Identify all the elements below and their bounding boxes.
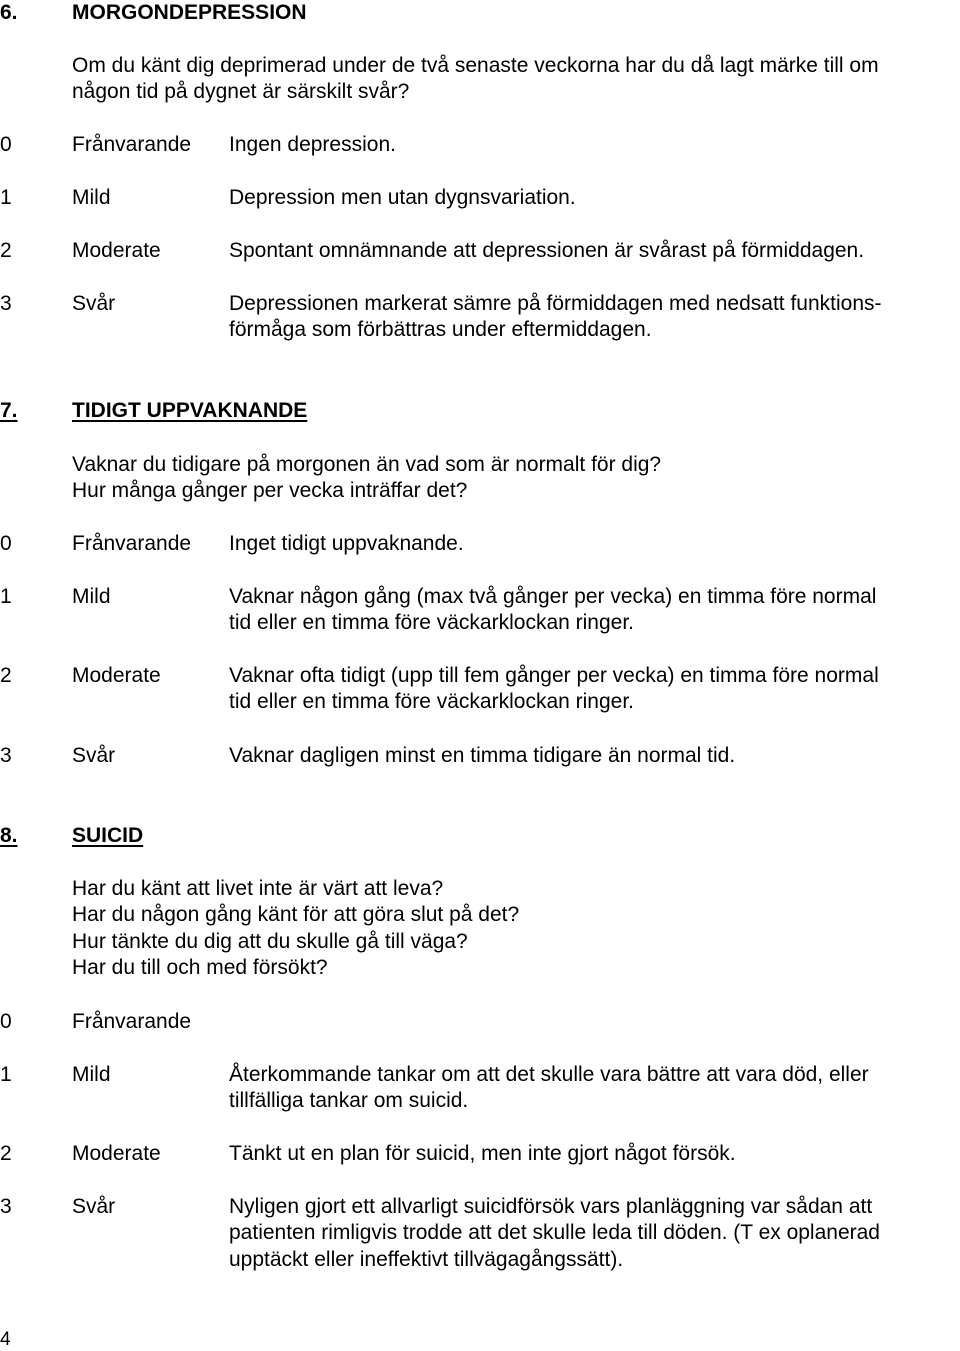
option-score: 3	[0, 744, 12, 767]
option-score: 2	[0, 239, 12, 262]
option-label: Svår	[72, 744, 116, 767]
option-description: Vaknar dagligen minst en timma tidigare än normal tid.	[229, 744, 736, 767]
option-description: Spontant omnämnande att depressionen är svårast på förmiddagen.	[229, 239, 865, 262]
option-description: Ingen depression.	[229, 133, 396, 156]
option-label: Frånvarande	[72, 1010, 192, 1033]
option-description: förmåga som förbättras under eftermiddagen.	[229, 318, 652, 341]
option-score: 3	[0, 1195, 12, 1218]
section-7-question-line: Hur många gånger per vecka inträffar det?	[72, 479, 468, 502]
option-description: Nyligen gjort ett allvarligt suicidförsök vars planläggning var sådan att	[229, 1195, 873, 1218]
option-score: 1	[0, 1063, 12, 1086]
option-score: 0	[0, 133, 12, 156]
section-8-title: SUICID	[72, 824, 144, 847]
section-6-question-line: någon tid på dygnet är särskilt svår?	[72, 80, 410, 103]
section-8-question-line: Hur tänkte du dig att du skulle gå till väga?	[72, 930, 468, 953]
section-7-question-line: Vaknar du tidigare på morgonen än vad som är normalt för dig?	[72, 453, 662, 476]
section-6-question-line: Om du känt dig deprimerad under de två senaste veckorna har du då lagt märke till om	[72, 54, 879, 77]
option-label: Mild	[72, 1063, 111, 1086]
option-description: patienten rimligvis trodde att det skulle leda till döden. (T ex oplanerad	[229, 1221, 880, 1244]
option-label: Moderate	[72, 239, 161, 262]
section-8-question-line: Har du till och med försökt?	[72, 956, 328, 979]
option-description: upptäckt eller ineffektivt tillvägagångssätt).	[229, 1248, 624, 1271]
option-description: Depressionen markerat sämre på förmiddagen med nedsatt funktions-	[229, 292, 882, 315]
option-description: Tänkt ut en plan för suicid, men inte gjort något försök.	[229, 1142, 736, 1165]
option-label: Frånvarande	[72, 133, 192, 156]
option-score: 2	[0, 1142, 12, 1165]
option-score: 0	[0, 1010, 12, 1033]
page-number: 4	[0, 1329, 11, 1350]
option-description: Återkommande tankar om att det skulle vara bättre att vara död, eller	[229, 1063, 869, 1086]
section-8-question-line: Har du känt att livet inte är värt att leva?	[72, 877, 444, 900]
option-description: tid eller en timma före väckarklockan ringer.	[229, 611, 634, 634]
section-6-number: 6.	[0, 1, 18, 24]
option-description: Vaknar ofta tidigt (upp till fem gånger per vecka) en timma före normal	[229, 664, 879, 687]
option-label: Frånvarande	[72, 532, 192, 555]
option-description: Inget tidigt uppvaknande.	[229, 532, 464, 555]
section-8-number: 8.	[0, 824, 18, 847]
option-label: Svår	[72, 292, 116, 315]
section-8-question-line: Har du någon gång känt för att göra slut på det?	[72, 903, 520, 926]
option-label: Mild	[72, 585, 111, 608]
option-score: 2	[0, 664, 12, 687]
option-score: 3	[0, 292, 12, 315]
option-score: 0	[0, 532, 12, 555]
option-description: tid eller en timma före väckarklockan ringer.	[229, 690, 634, 713]
option-label: Moderate	[72, 664, 161, 687]
option-label: Mild	[72, 186, 111, 209]
section-7-number: 7.	[0, 399, 18, 422]
option-label: Svår	[72, 1195, 116, 1218]
option-score: 1	[0, 186, 12, 209]
option-label: Moderate	[72, 1142, 161, 1165]
option-description: Vaknar någon gång (max två gånger per vecka) en timma före normal	[229, 585, 877, 608]
section-7-title: TIDIGT UPPVAKNANDE	[72, 399, 308, 422]
option-description: tillfälliga tankar om suicid.	[229, 1089, 469, 1112]
option-description: Depression men utan dygnsvariation.	[229, 186, 576, 209]
option-score: 1	[0, 585, 12, 608]
section-6-title: MORGONDEPRESSION	[72, 1, 307, 24]
